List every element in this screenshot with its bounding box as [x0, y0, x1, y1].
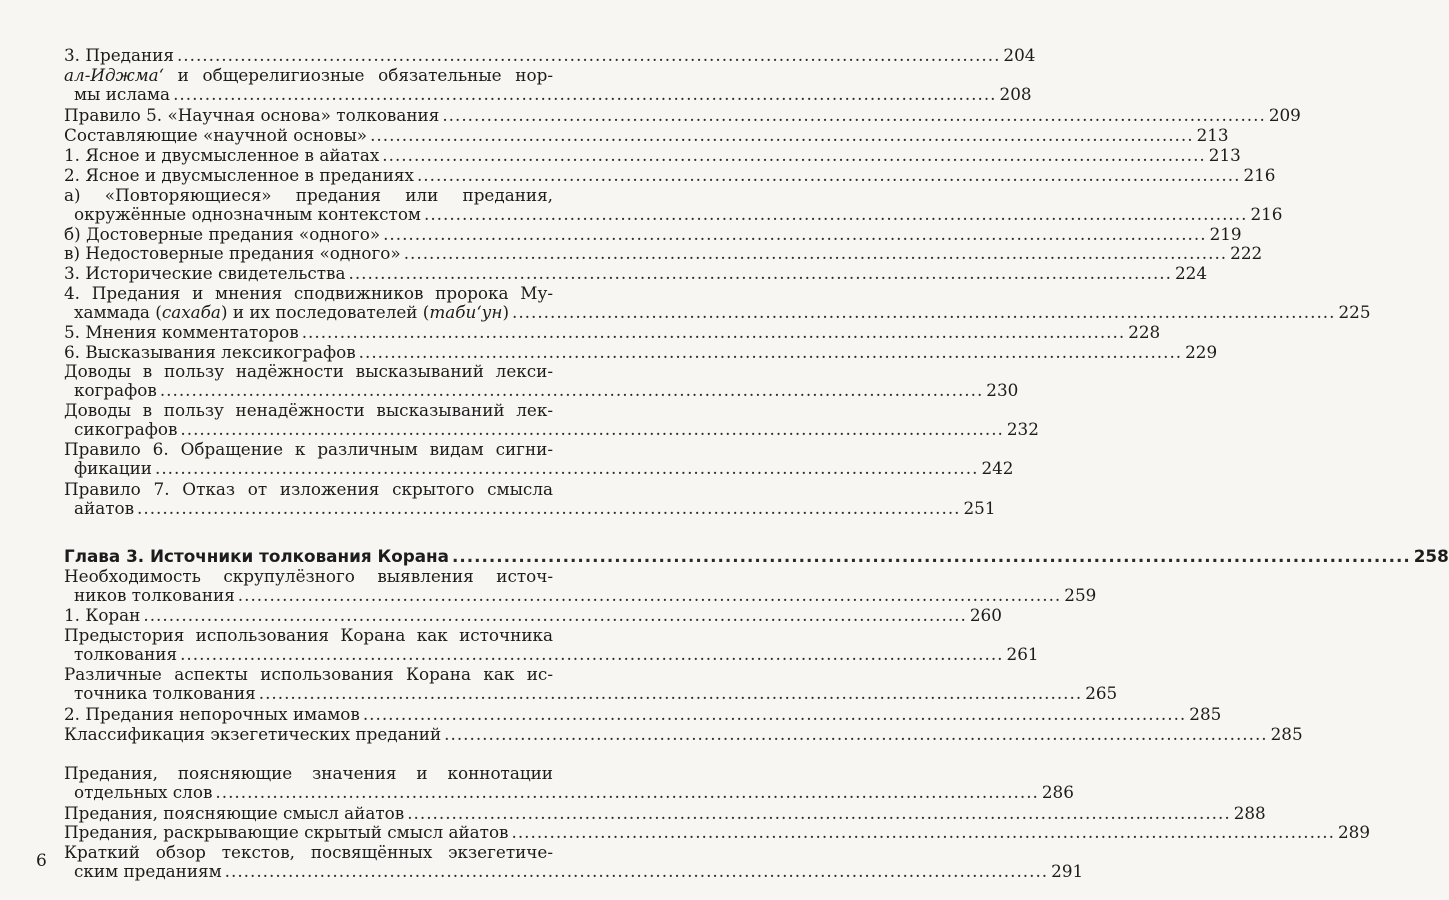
- toc-entry-text: 2. Предания непорочных имамов: [64, 704, 360, 724]
- toc-page-number: 259: [1064, 585, 1097, 606]
- toc-page-number: 225: [1338, 302, 1371, 323]
- toc-entry: [64, 605, 1002, 625]
- toc-entry: [64, 65, 1032, 105]
- toc-entry: [64, 125, 1229, 145]
- dot-leader: ..................................................................................................................................: [442, 105, 1266, 125]
- toc-entry-text: Предыстория использования Корана как источника: [64, 625, 553, 645]
- toc-page-number: 232: [1006, 419, 1039, 440]
- toc-entry: [64, 224, 1242, 244]
- toc-entry: [64, 704, 1222, 724]
- toc-entry: [64, 105, 1301, 125]
- toc-entry-text: Доводы в пользу надёжности высказываний лекси-: [64, 361, 553, 381]
- toc-entry-text: 4. Предания и мнения сподвижников пророка Му-: [64, 283, 553, 303]
- toc-entry-text: 3. Предания: [64, 45, 174, 65]
- dot-leader: ..................................................................................................................................: [143, 605, 967, 625]
- toc-page-number: 209: [1268, 105, 1301, 125]
- dot-leader: ..................................................................................................................................: [224, 861, 1049, 882]
- toc-entry-text: Правило 7. Отказ от изложения скрытого смысла: [64, 479, 553, 499]
- dot-leader: ..................................................................................................................................: [237, 585, 1062, 606]
- toc-entry: [64, 283, 1371, 323]
- toc-page-number: 204: [1003, 45, 1036, 65]
- dot-leader: ..................................................................................................................................: [159, 380, 984, 401]
- toc-entry: [64, 361, 1019, 401]
- toc-page-number: 222: [1230, 243, 1263, 263]
- toc-entry-text: отдельных слов: [74, 782, 213, 803]
- toc-entry: [64, 566, 1097, 606]
- toc-page-number: 242: [981, 458, 1014, 479]
- toc-page-number: 230: [986, 380, 1019, 401]
- dot-leader: ..................................................................................................................................: [382, 145, 1206, 165]
- toc-entry-text: мы ислама: [74, 84, 171, 105]
- toc-entry: [64, 724, 1303, 744]
- toc-entry: [64, 145, 1241, 165]
- toc-entry-text: 1. Коран: [64, 605, 141, 625]
- page-number: 6: [36, 851, 47, 871]
- toc-entry-text: кографов: [74, 380, 157, 401]
- toc-entry-text: Краткий обзор текстов, посвящённых экзегетиче-: [64, 842, 553, 862]
- toc-entry-text: точника толкования: [74, 683, 256, 704]
- toc-entry-text: б) Достоверные предания «одного»: [64, 224, 381, 244]
- toc-page-number: 219: [1209, 224, 1242, 244]
- toc-entry: [64, 243, 1263, 263]
- toc-entry-text: айатов: [74, 498, 135, 519]
- dot-leader: ..................................................................................................................................: [444, 724, 1268, 744]
- toc-entry: [64, 803, 1266, 823]
- toc-entry-text: 6. Высказывания лексикографов: [64, 342, 356, 362]
- toc-page-number: 265: [1085, 683, 1118, 704]
- dot-leader: ..................................................................................................................................: [176, 45, 1001, 65]
- toc-entry-text: сикографов: [74, 419, 178, 440]
- dot-leader: ..................................................................................................................................: [358, 342, 1183, 362]
- toc-entry: [64, 546, 1449, 566]
- toc-entry-text: ал-Иджма‘ и общерелигиозные обязательные нор-: [64, 65, 553, 85]
- toc-page-number: 213: [1208, 145, 1241, 165]
- dot-leader: ..................................................................................................................................: [407, 803, 1231, 823]
- toc-entry-text: Предания, раскрывающие скрытый смысл айатов: [64, 822, 509, 842]
- toc-page-number: 251: [963, 498, 996, 519]
- toc-entry-text: Предания, поясняющие значения и коннотации: [64, 763, 553, 783]
- toc-page-number: 291: [1051, 861, 1084, 882]
- toc-entry-text: хаммада (сахаба) и их последователей (таби‘ун): [74, 302, 510, 323]
- toc-entry: [64, 165, 1276, 185]
- toc-page-number: 216: [1250, 204, 1283, 225]
- toc-page-number: 286: [1041, 782, 1074, 803]
- dot-leader: ..................................................................................................................................: [451, 546, 1411, 566]
- toc-entry-text: 5. Мнения комментаторов: [64, 322, 299, 342]
- toc-entry: [64, 263, 1207, 283]
- toc-entry: [64, 625, 1039, 665]
- toc-entry-text: Предания, поясняющие смысл айатов: [64, 803, 405, 823]
- toc-entry: [64, 342, 1218, 362]
- toc-entry: [64, 322, 1161, 342]
- toc-entry: [64, 479, 996, 519]
- toc-entry-text: 2. Ясное и двусмысленное в преданиях: [64, 165, 414, 185]
- toc-entry: [64, 439, 1014, 479]
- toc-entry-text: Классификация экзегетических преданий: [64, 724, 442, 744]
- dot-leader: ..................................................................................................................................: [137, 498, 961, 519]
- dot-leader: ..................................................................................................................................: [512, 302, 1336, 323]
- toc-entry-text: толкования: [74, 644, 178, 665]
- dot-leader: ..................................................................................................................................: [154, 458, 979, 479]
- dot-leader: ..................................................................................................................................: [362, 704, 1187, 724]
- toc-entry-text: ников толкования: [74, 585, 235, 606]
- dot-leader: ..................................................................................................................................: [370, 125, 1194, 145]
- dot-leader: ..................................................................................................................................: [383, 224, 1207, 244]
- toc-entry-text: а) «Повторяющиеся» предания или предания,: [64, 185, 553, 205]
- toc-entry: [64, 822, 1370, 842]
- toc-entry-text: в) Недостоверные предания «одного»: [64, 243, 401, 263]
- dot-leader: ..................................................................................................................................: [348, 263, 1172, 283]
- dot-leader: ..................................................................................................................................: [180, 644, 1004, 665]
- toc-entry-text: 3. Исторические свидетельства: [64, 263, 346, 283]
- dot-leader: ..................................................................................................................................: [215, 782, 1039, 803]
- toc-entry-text: Правило 6. Обращение к различным видам сигни-: [64, 439, 553, 459]
- toc-page-number: 288: [1233, 803, 1266, 823]
- toc-page-number: 213: [1196, 125, 1229, 145]
- toc-entry: [64, 400, 1039, 440]
- toc-entry-text: фикации: [74, 458, 152, 479]
- toc-page-number: 228: [1128, 322, 1161, 342]
- dot-leader: ..................................................................................................................................: [173, 84, 997, 105]
- toc-page-number: 285: [1270, 724, 1303, 744]
- toc-page-number: 258: [1413, 546, 1449, 566]
- toc-page-number: 208: [999, 84, 1032, 105]
- toc-page-number: 261: [1006, 644, 1039, 665]
- dot-leader: ..................................................................................................................................: [511, 822, 1335, 842]
- toc-entry-text: Доводы в пользу ненадёжности высказываний лек-: [64, 400, 553, 420]
- toc-entry: [64, 45, 1036, 65]
- dot-leader: ..................................................................................................................................: [258, 683, 1083, 704]
- toc-entry: [64, 664, 1118, 704]
- toc-entry-text: ским преданиям: [74, 861, 222, 882]
- toc-entry-text: Глава 3. Источники толкования Корана: [64, 546, 449, 566]
- toc-entry-text: Необходимость скрупулёзного выявления источ-: [64, 566, 553, 586]
- dot-leader: ..................................................................................................................................: [416, 165, 1241, 185]
- toc-entry: [64, 842, 1084, 882]
- toc-entry-text: Различные аспекты использования Корана как ис-: [64, 664, 553, 684]
- toc-entry-text: 1. Ясное и двусмысленное в айатах: [64, 145, 380, 165]
- toc-entry: [64, 763, 1074, 803]
- toc-entry-text: Правило 5. «Научная основа» толкования: [64, 105, 440, 125]
- dot-leader: ..................................................................................................................................: [423, 204, 1248, 225]
- toc-page-number: 260: [969, 605, 1002, 625]
- toc-entry-text: Составляющие «научной основы»: [64, 125, 368, 145]
- toc-page-number: 285: [1189, 704, 1222, 724]
- toc-entry: [64, 185, 1283, 225]
- toc-page-number: 224: [1174, 263, 1207, 283]
- toc-page-number: 216: [1243, 165, 1276, 185]
- toc-page-number: 229: [1185, 342, 1218, 362]
- toc-entry-text: окружённые однозначным контекстом: [74, 204, 421, 225]
- dot-leader: ..................................................................................................................................: [180, 419, 1004, 440]
- toc-page-number: 289: [1337, 822, 1370, 842]
- dot-leader: ..................................................................................................................................: [403, 243, 1228, 263]
- dot-leader: ..................................................................................................................................: [301, 322, 1126, 342]
